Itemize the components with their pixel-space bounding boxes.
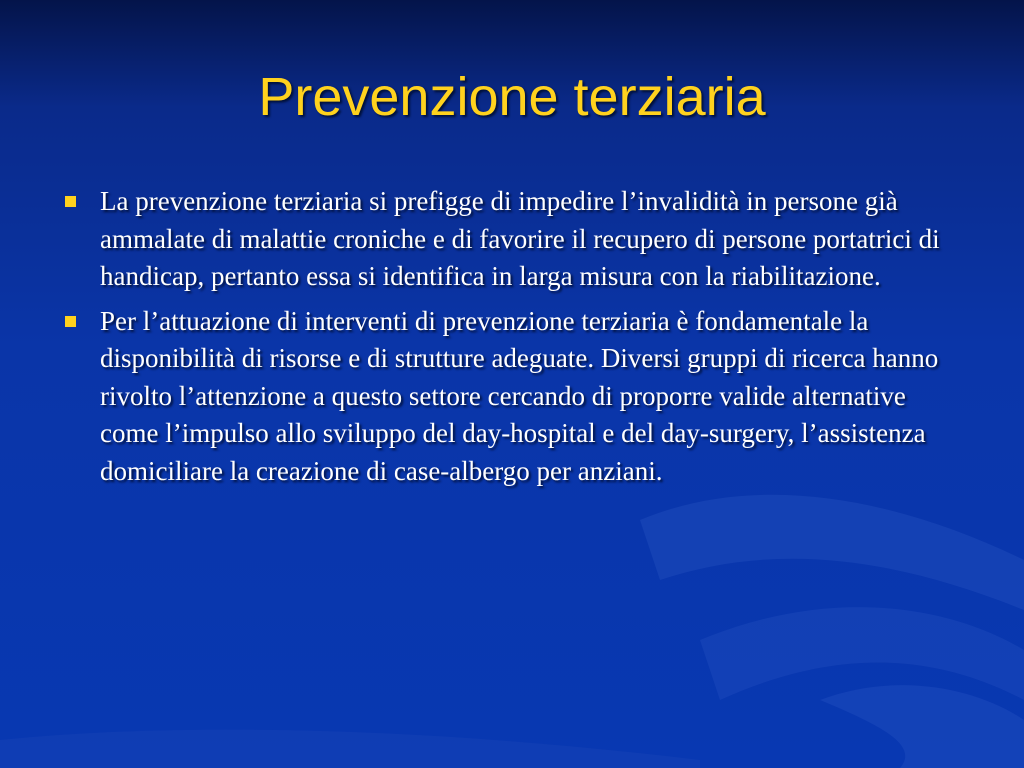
list-item — [60, 183, 940, 296]
square-bullet-icon — [65, 196, 76, 207]
bullet-text: La prevenzione terziaria si prefigge di impedire l’invalidità in persone già ammalate di malattie croniche e di favorire il recupero di persone portatrici di handicap, pertanto essa si identifica in larga misura con la riabilitazione. — [100, 186, 940, 291]
square-bullet-icon — [65, 316, 76, 327]
bullet-list — [60, 183, 940, 497]
bullet-text: Per l’attuazione di interventi di prevenzione terziaria è fondamentale la disponibilità di risorse e di strutture adeguate. Diversi gruppi di ricerca hanno rivolto l’attenzione a questo settore cercando di proporre valide alternative come l’impulso allo sviluppo del day-hospital e del day-surgery, l’assistenza domiciliare la creazione di case-albergo per anziani. — [100, 305, 939, 486]
slide-title: Prevenzione terziaria — [258, 67, 766, 127]
list-item — [60, 303, 940, 491]
